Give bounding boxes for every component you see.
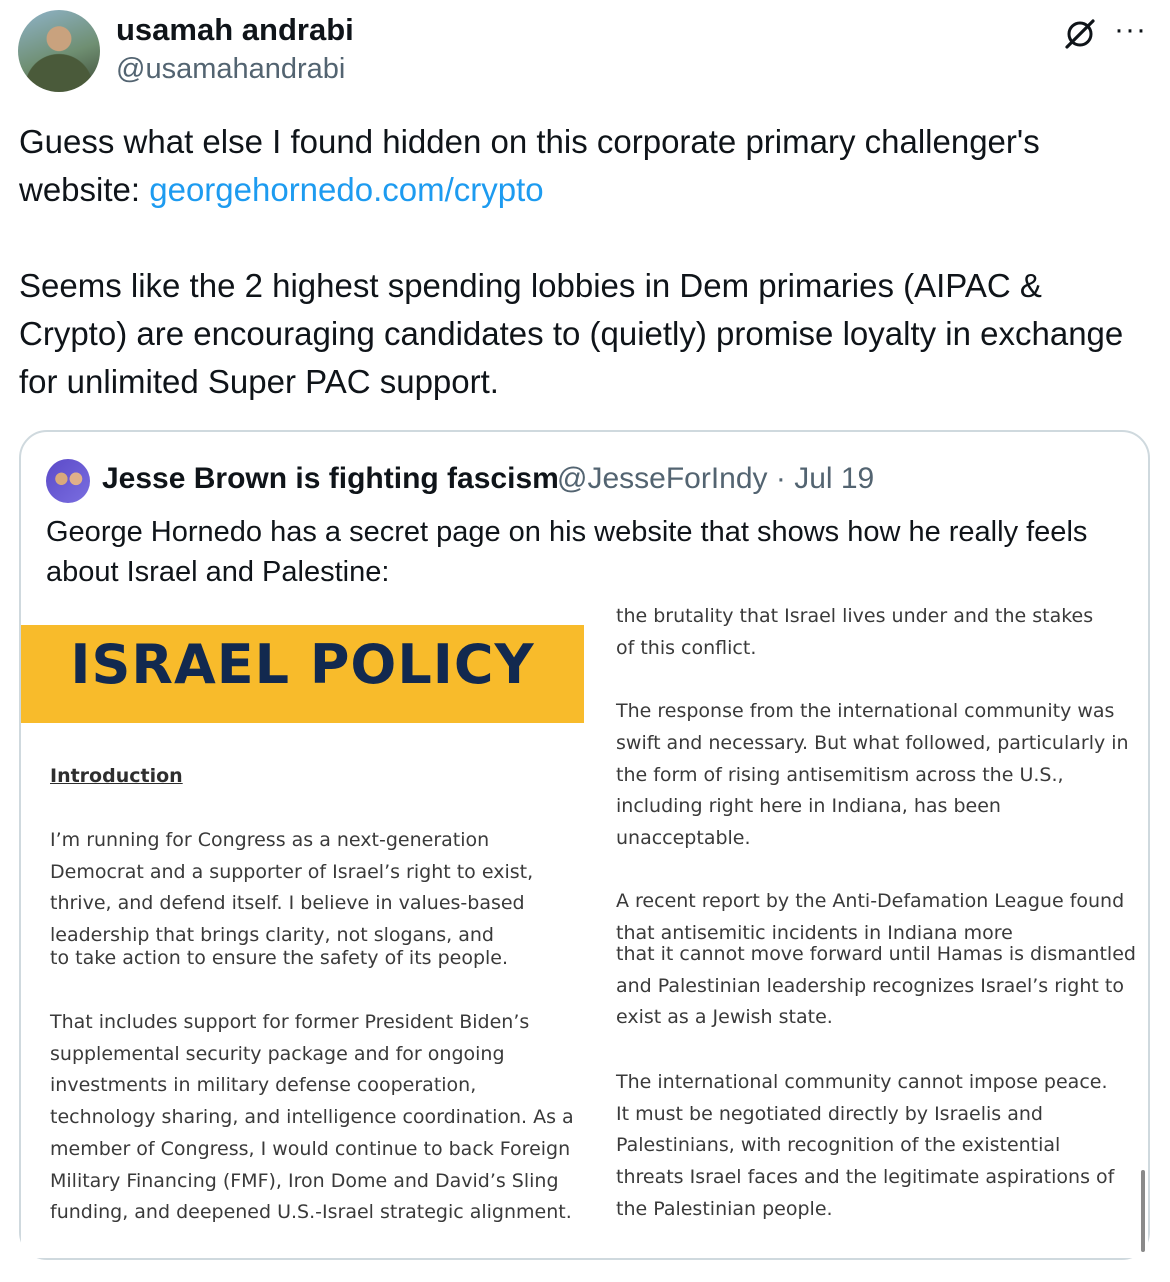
tweet-link[interactable]: georgehornedo.com/crypto bbox=[149, 171, 544, 208]
conflict-line: of this conflict. bbox=[616, 636, 757, 659]
grok-icon[interactable] bbox=[1062, 16, 1098, 52]
quoted-tweet-text: George Hornedo has a secret page on his website that shows how he really feels about Israel and Palestine: bbox=[46, 516, 1088, 588]
more-options-icon[interactable]: ··· bbox=[1114, 13, 1147, 46]
quoted-author-handle-date[interactable]: @JesseForIndy · Jul 19 bbox=[557, 462, 875, 495]
quoted-author-avatar[interactable] bbox=[46, 459, 90, 503]
quoted-tweet-image[interactable] bbox=[21, 605, 1148, 1258]
right-column-top bbox=[616, 605, 1136, 945]
tweet-text bbox=[19, 118, 1139, 406]
policy-banner-title: ISRAEL POLICY bbox=[70, 633, 535, 696]
intro-paragraph: I’m running for Congress as a next-generation Democrat and a supporter of Israel’s right to exist, thrive, and defend itself. I believe in values-based leadership that brings clarity, not slogans, and bbox=[50, 829, 534, 947]
hamas-paragraph: that it cannot move forward until Hamas is dismantled and Palestinian leadership recognizes Israel’s right to exist as a Jewish state. bbox=[616, 943, 1136, 1029]
introduction-heading: Introduction bbox=[50, 765, 183, 787]
policy-banner bbox=[21, 625, 584, 723]
quoted-author-name[interactable]: Jesse Brown is fighting fascism bbox=[102, 462, 559, 495]
response-paragraph: The response from the international community was swift and necessary. But what followed, particularly in the form of rising antisemitism across the U.S., including right here in Indiana, has been unacceptable. bbox=[616, 700, 1129, 849]
tweet-text-part2: Seems like the 2 highest spending lobbies in Dem primaries (AIPAC & Crypto) are encouraging candidates to (quietly) promise loyalty in exchange for unlimited Super PAC support. bbox=[19, 267, 1124, 400]
quoted-tweet[interactable] bbox=[19, 430, 1150, 1260]
adl-report-paragraph: A recent report by the Anti-Defamation League found that antisemitic incidents in Indiana more bbox=[616, 890, 1125, 944]
intro-paragraph-continued: to take action to ensure the safety of its people. bbox=[50, 947, 509, 969]
military-support-paragraph: That includes support for former President Biden’s supplemental security package and for ongoing investments in military defense cooperation, technology sharing, and intelligence coordination. As a member of Congress, I would continue to back Foreign Military Financing (FMF), Iron Dome and David’s Sling funding, and deepened U.S.-Israel strategic alignment. bbox=[50, 1011, 574, 1224]
cut-off-line: the brutality that Israel lives under and the stakes bbox=[616, 605, 1094, 627]
international-community-paragraph: The international community cannot impose peace. It must be negotiated directly by Israelis and Palestinians, with recognition of the existential threats Israel faces and the legitimate aspirations of the Palestinian people. bbox=[616, 1071, 1115, 1220]
author-avatar[interactable] bbox=[18, 10, 100, 92]
image-scrollbar bbox=[1141, 1170, 1145, 1252]
tweet-text-part1: Guess what else I found hidden on this corporate primary challenger's website: bbox=[19, 123, 1040, 208]
author-handle[interactable]: @usamahandrabi bbox=[116, 53, 346, 85]
author-display-name[interactable]: usamah andrabi bbox=[116, 12, 354, 47]
